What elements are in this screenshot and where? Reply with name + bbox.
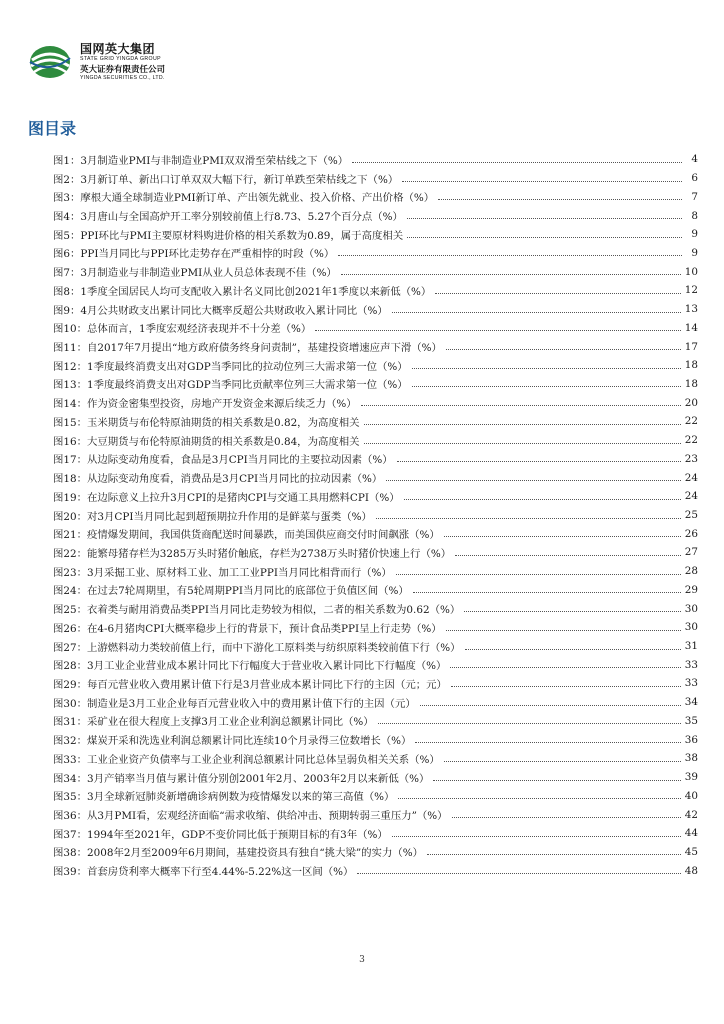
toc-entry-label: 图3： bbox=[53, 192, 81, 205]
toc-entry-page: 23 bbox=[684, 452, 698, 465]
toc-dot-leader bbox=[450, 667, 680, 668]
globe-logo-icon bbox=[28, 44, 72, 80]
toc-entry-label: 图27： bbox=[53, 641, 88, 654]
toc-entry[interactable] bbox=[53, 337, 698, 356]
toc-entry[interactable] bbox=[53, 187, 698, 206]
toc-dot-leader bbox=[402, 181, 682, 182]
toc-entry-page: 26 bbox=[684, 527, 698, 540]
toc-entry[interactable] bbox=[53, 655, 698, 674]
toc-entry-label: 图37： bbox=[53, 828, 88, 841]
toc-entry-title: 首套房贷利率大概率下行至4.44%-5.22%这一区间（%） bbox=[87, 866, 354, 879]
toc-dot-leader bbox=[451, 686, 681, 687]
toc-entry-title: 采矿业在很大程度上支撑3月工业企业利润总额累计同比（%） bbox=[87, 716, 374, 729]
toc-entry-title: 作为资金密集型投资，房地产开发资金来源后续乏力（%） bbox=[87, 398, 357, 411]
toc-entry-title: 上游燃料动力类较前值上行，而中下游化工原料类与纺织原料类较前值下行（%） bbox=[87, 641, 461, 654]
toc-dot-leader bbox=[376, 518, 681, 519]
toc-entry-title: 3月制造业与非制造业PMI从业人员总体表现不佳（%） bbox=[80, 267, 337, 280]
toc-entry-title: 3月采掘工业、原材料工业、加工工业PPI当月同比相背而行（%） bbox=[87, 566, 392, 579]
toc-entry-page: 27 bbox=[684, 546, 698, 559]
toc-entry-title: 在4-6月猪肉CPI大概率稳步上行的背景下，预计食品类PPI呈上行走势（%） bbox=[87, 622, 442, 635]
toc-entry[interactable] bbox=[53, 487, 698, 506]
toc-entry[interactable] bbox=[53, 543, 698, 562]
toc-dot-leader bbox=[338, 255, 682, 256]
toc-entry[interactable] bbox=[53, 262, 698, 281]
toc-entry-title: 3月新订单、新出口订单双双大幅下行，新订单跌至荣枯线之下（%） bbox=[80, 173, 399, 186]
toc-entry-label: 图12： bbox=[53, 360, 88, 373]
toc-entry-label: 图2： bbox=[53, 173, 81, 186]
toc-entry-title: 煤炭开采和洗选业利润总额累计同比连续10个月录得三位数增长（%） bbox=[87, 735, 412, 748]
toc-entry-page: 10 bbox=[684, 265, 698, 278]
toc-entry-label: 图22： bbox=[53, 547, 88, 560]
toc-entry[interactable] bbox=[53, 318, 698, 337]
toc-entry-label: 图5： bbox=[53, 229, 81, 242]
toc-entry[interactable] bbox=[53, 150, 698, 169]
toc-entry-label: 图26： bbox=[53, 622, 88, 635]
toc-entry-label: 图14： bbox=[53, 398, 88, 411]
toc-entry-label: 图29： bbox=[53, 678, 88, 691]
toc-entry-page: 34 bbox=[684, 696, 698, 709]
page-number: 3 bbox=[359, 955, 365, 965]
toc-entry-label: 图6： bbox=[53, 248, 81, 261]
toc-entry-page: 29 bbox=[684, 583, 698, 596]
toc-entry-page: 33 bbox=[684, 677, 698, 690]
toc-entry-label: 图34： bbox=[53, 772, 88, 785]
toc-entry-label: 图9： bbox=[53, 304, 81, 317]
logo-en-subtitle: YINGDA SECURITIES CO., LTD. bbox=[80, 75, 165, 81]
toc-dot-leader bbox=[357, 873, 680, 874]
toc-dot-leader bbox=[341, 274, 681, 275]
toc-entry-title: 摩根大通全球制造业PMI新订单、产出领先就业、投入价格、产出价格（%） bbox=[80, 192, 435, 205]
toc-entry-page: 45 bbox=[684, 845, 698, 858]
toc-entry[interactable] bbox=[53, 300, 698, 319]
toc-entry-title: PPI环比与PMI主要原材料购进价格的相关系数为0.89，属于高度相关 bbox=[80, 229, 404, 242]
toc-entry-page: 40 bbox=[684, 789, 698, 802]
toc-entry-title: 3月产销率当月值与累计值分别创2001年2月、2003年2月以来新低（%） bbox=[87, 772, 430, 785]
toc-entry[interactable] bbox=[53, 749, 698, 768]
toc-entry-page: 7 bbox=[691, 190, 698, 203]
toc-heading: 图目录 bbox=[28, 119, 77, 138]
toc-entry-title: 3月制造业PMI与非制造业PMI双双滑至荣枯线之下（%） bbox=[80, 154, 349, 167]
toc-entry-page: 44 bbox=[684, 827, 698, 840]
toc-entry-page: 4 bbox=[691, 153, 698, 166]
toc-dot-leader bbox=[452, 817, 681, 818]
toc-dot-leader bbox=[392, 836, 681, 837]
toc-entry-label: 图16： bbox=[53, 435, 88, 448]
toc-entry-title: 衣着类与耐用消费品类PPI当月同比走势较为相似，二者的相关系数为0.62（%） bbox=[87, 604, 461, 617]
toc-dot-leader bbox=[397, 461, 681, 462]
toc-entry-label: 图13： bbox=[53, 379, 88, 392]
toc-dot-leader bbox=[361, 405, 681, 406]
toc-entry-page: 12 bbox=[684, 284, 698, 297]
toc-entry-page: 18 bbox=[684, 359, 698, 372]
toc-entry-title: 自2017年7月提出“地方政府债务终身问责制”，基建投资增速应声下滑（%） bbox=[87, 342, 442, 355]
toc-entry[interactable] bbox=[53, 356, 698, 375]
toc-dot-leader bbox=[315, 330, 680, 331]
toc-entry[interactable] bbox=[53, 450, 698, 469]
toc-entry-title: 从边际变动角度看，食品是3月CPI当月同比的主要拉动因素（%） bbox=[87, 454, 393, 467]
toc-entry-label: 图36： bbox=[53, 810, 88, 823]
toc-entry-title: 在过去7轮周期里，有5轮周期PPI当月同比的底部位于负值区间（%） bbox=[87, 585, 409, 598]
toc-dot-leader bbox=[413, 592, 681, 593]
toc-entry-title: 1994年至2021年，GDP不变价同比低于预期目标的有3年（%） bbox=[87, 828, 388, 841]
toc-entry-page: 24 bbox=[684, 471, 698, 484]
toc-dot-leader bbox=[386, 480, 680, 481]
toc-dot-leader bbox=[438, 199, 682, 200]
toc-entry[interactable] bbox=[53, 618, 698, 637]
toc-dot-leader bbox=[404, 499, 681, 500]
toc-dot-leader bbox=[364, 443, 681, 444]
toc-entry-page: 9 bbox=[691, 228, 698, 241]
toc-entry-page: 39 bbox=[684, 771, 698, 784]
logo-cn-subtitle: 英大证券有限责任公司 bbox=[80, 65, 166, 75]
toc-entry-label: 图25： bbox=[53, 604, 88, 617]
toc-entry-title: 1季度全国居民人均可支配收入累计名义同比创2021年1季度以来新低（%） bbox=[80, 285, 432, 298]
toc-entry[interactable] bbox=[53, 375, 698, 394]
toc-entry-label: 图21： bbox=[53, 529, 88, 542]
toc-entry-page: 22 bbox=[684, 434, 698, 447]
toc-dot-leader bbox=[465, 649, 681, 650]
toc-entry-label: 图31： bbox=[53, 716, 88, 729]
toc-entry[interactable] bbox=[53, 524, 698, 543]
toc-entry[interactable] bbox=[53, 206, 698, 225]
toc-entry-title: 对3月CPI当月同比起到超预期拉升作用的是鲜菜与蛋类（%） bbox=[87, 510, 372, 523]
toc-dot-leader bbox=[412, 368, 681, 369]
toc-entry[interactable] bbox=[53, 562, 698, 581]
toc-entry-page: 6 bbox=[691, 172, 698, 185]
toc-entry-label: 图30： bbox=[53, 697, 88, 710]
toc-dot-leader bbox=[420, 705, 681, 706]
toc-entry-page: 24 bbox=[684, 490, 698, 503]
toc-dot-leader bbox=[446, 349, 681, 350]
toc-entry[interactable] bbox=[53, 824, 698, 843]
toc-entry-page: 17 bbox=[684, 340, 698, 353]
toc-entry-page: 25 bbox=[684, 509, 698, 522]
toc-dot-leader bbox=[407, 237, 682, 238]
toc-entry[interactable] bbox=[53, 169, 698, 188]
toc-entry-title: 能繁母猪存栏为3285万头时猪价触底，存栏为2738万头时猪价快速上行（%） bbox=[87, 547, 452, 560]
toc-entry-label: 图18： bbox=[53, 473, 88, 486]
toc-dot-leader bbox=[446, 630, 681, 631]
toc-entry-label: 图4： bbox=[53, 211, 81, 224]
table-of-figures bbox=[53, 150, 698, 880]
toc-dot-leader bbox=[415, 742, 680, 743]
toc-entry-page: 13 bbox=[684, 303, 698, 316]
toc-entry-title: 3月全球新冠肺炎新增确诊病例数为疫情爆发以来的第三高值（%） bbox=[87, 791, 395, 804]
toc-entry-page: 8 bbox=[691, 209, 698, 222]
toc-entry-title: 制造业是3月工业企业每百元营业收入中的费用累计值下行的主因（元） bbox=[87, 697, 416, 710]
toc-entry[interactable] bbox=[53, 843, 698, 862]
toc-entry-title: 疫情爆发期间，我国供货商配送时间暴跌，而美国供应商交付时间飙涨（%） bbox=[87, 529, 440, 542]
toc-entry[interactable] bbox=[53, 712, 698, 731]
toc-entry[interactable] bbox=[53, 506, 698, 525]
toc-entry[interactable] bbox=[53, 674, 698, 693]
toc-entry-title: 大豆期货与布伦特原油期货的相关系数是0.84，为高度相关 bbox=[87, 435, 360, 448]
toc-entry-label: 图17： bbox=[53, 454, 88, 467]
toc-entry-title: PPI当月同比与PPI环比走势存在严重相悖的时段（%） bbox=[80, 248, 335, 261]
toc-entry-title: 总体而言，1季度宏观经济表现并不十分差（%） bbox=[87, 323, 312, 336]
toc-entry[interactable] bbox=[53, 244, 698, 263]
toc-entry-title: 2008年2月至2009年6月期间，基建投资具有独自“挑大梁”的实力（%） bbox=[87, 847, 423, 860]
toc-entry[interactable] bbox=[53, 281, 698, 300]
logo-cn-title: 国网英大集团 bbox=[80, 42, 156, 56]
toc-entry-page: 30 bbox=[684, 621, 698, 634]
toc-entry-page: 18 bbox=[684, 377, 698, 390]
toc-entry-label: 图11： bbox=[53, 342, 88, 355]
toc-dot-leader bbox=[412, 386, 681, 387]
toc-entry[interactable] bbox=[53, 805, 698, 824]
toc-dot-leader bbox=[392, 312, 681, 313]
toc-entry[interactable] bbox=[53, 431, 698, 450]
toc-entry-page: 48 bbox=[684, 864, 698, 877]
toc-entry-title: 玉米期货与布伦特原油期货的相关系数是0.82，为高度相关 bbox=[87, 416, 360, 429]
toc-entry-label: 图35： bbox=[53, 791, 88, 804]
toc-entry-title: 1季度最终消费支出对GDP当季同比贡献率位列三大需求第一位（%） bbox=[87, 379, 408, 392]
toc-dot-leader bbox=[464, 611, 681, 612]
toc-entry[interactable] bbox=[53, 637, 698, 656]
toc-dot-leader bbox=[427, 854, 681, 855]
toc-entry-title: 4月公共财政支出累计同比大概率反超公共财政收入累计同比（%） bbox=[80, 304, 388, 317]
toc-entry-label: 图33： bbox=[53, 753, 88, 766]
toc-entry-page: 14 bbox=[684, 321, 698, 334]
toc-entry-title: 3月唐山与全国高炉开工率分别较前值上行8.73、5.27个百分点（%） bbox=[80, 211, 403, 224]
toc-dot-leader bbox=[444, 536, 681, 537]
toc-entry-label: 图20： bbox=[53, 510, 88, 523]
toc-entry-label: 图24： bbox=[53, 585, 88, 598]
toc-entry-label: 图15： bbox=[53, 416, 88, 429]
toc-entry-label: 图32： bbox=[53, 735, 88, 748]
toc-entry[interactable] bbox=[53, 730, 698, 749]
toc-entry-title: 3月工业企业营业成本累计同比下行幅度大于营业收入累计同比下行幅度（%） bbox=[87, 660, 447, 673]
toc-entry-title: 从边际变动角度看，消费品是3月CPI当月同比的拉动因素（%） bbox=[87, 473, 383, 486]
toc-entry[interactable] bbox=[53, 599, 698, 618]
toc-dot-leader bbox=[444, 761, 681, 762]
toc-entry-label: 图38： bbox=[53, 847, 88, 860]
toc-dot-leader bbox=[398, 798, 680, 799]
toc-dot-leader bbox=[364, 424, 681, 425]
toc-dot-leader bbox=[435, 293, 680, 294]
toc-entry-title: 从3月PMI看，宏观经济面临“需求收缩、供给冲击、预期转弱三重压力”（%） bbox=[87, 810, 448, 823]
toc-entry-page: 35 bbox=[684, 714, 698, 727]
toc-entry[interactable] bbox=[53, 693, 698, 712]
toc-dot-leader bbox=[433, 780, 680, 781]
toc-entry-label: 图10： bbox=[53, 323, 88, 336]
toc-entry-title: 1季度最终消费支出对GDP当季同比的拉动位列三大需求第一位（%） bbox=[87, 360, 408, 373]
toc-entry-page: 33 bbox=[684, 658, 698, 671]
toc-entry-page: 38 bbox=[684, 752, 698, 765]
toc-entry-title: 每百元营业收入费用累计值下行是3月营业成本累计同比下行的主因（元；元） bbox=[87, 678, 447, 691]
toc-entry[interactable] bbox=[53, 861, 698, 880]
toc-entry-page: 36 bbox=[684, 733, 698, 746]
toc-entry-page: 42 bbox=[684, 808, 698, 821]
toc-entry-label: 图19： bbox=[53, 491, 88, 504]
toc-entry-page: 20 bbox=[684, 396, 698, 409]
toc-entry[interactable] bbox=[53, 786, 698, 805]
toc-entry-page: 28 bbox=[684, 565, 698, 578]
toc-entry[interactable] bbox=[53, 393, 698, 412]
toc-dot-leader bbox=[378, 723, 681, 724]
toc-entry-label: 图7： bbox=[53, 267, 81, 280]
toc-entry-label: 图23： bbox=[53, 566, 88, 579]
toc-entry-page: 22 bbox=[684, 415, 698, 428]
logo-en-title: STATE GRID YINGDA GROUP bbox=[80, 56, 161, 62]
toc-entry-label: 图1： bbox=[53, 154, 81, 167]
toc-dot-leader bbox=[455, 555, 681, 556]
toc-entry-title: 工业企业资产负债率与工业企业利润总额累计同比总体呈弱负相关关系（%） bbox=[87, 753, 440, 766]
toc-entry[interactable] bbox=[53, 468, 698, 487]
toc-entry-page: 9 bbox=[691, 246, 698, 259]
toc-entry[interactable] bbox=[53, 412, 698, 431]
toc-dot-leader bbox=[396, 574, 681, 575]
toc-dot-leader bbox=[407, 218, 682, 219]
toc-entry[interactable] bbox=[53, 581, 698, 600]
toc-dot-leader bbox=[352, 162, 682, 163]
company-logo bbox=[28, 40, 228, 80]
toc-entry-page: 30 bbox=[684, 602, 698, 615]
toc-entry[interactable] bbox=[53, 225, 698, 244]
toc-entry[interactable] bbox=[53, 768, 698, 787]
toc-entry-page: 31 bbox=[684, 640, 698, 653]
toc-entry-label: 图8： bbox=[53, 285, 81, 298]
toc-entry-title: 在边际意义上拉升3月CPI的是猪肉CPI与交通工具用燃料CPI（%） bbox=[87, 491, 400, 504]
toc-entry-label: 图28： bbox=[53, 660, 88, 673]
toc-entry-label: 图39： bbox=[53, 866, 88, 879]
